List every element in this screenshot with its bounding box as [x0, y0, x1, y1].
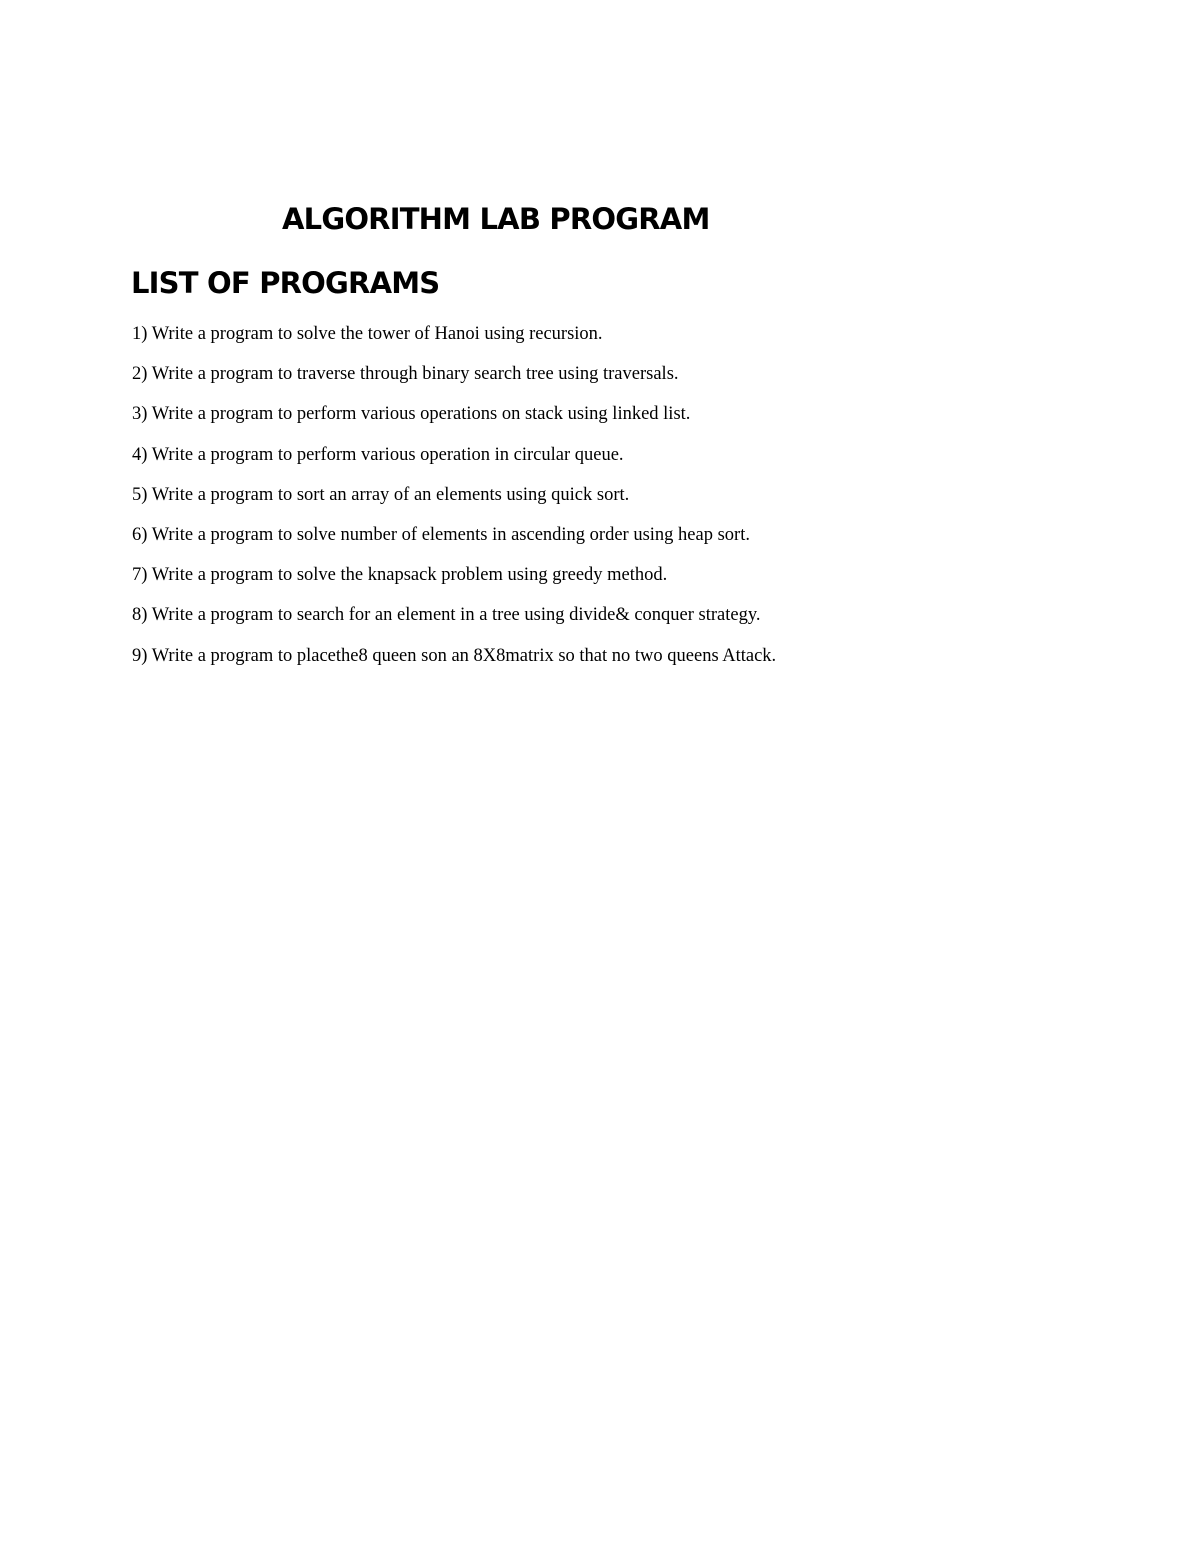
program-item-3: 3) Write a program to perform various operations on stack using linked list.: [132, 404, 691, 425]
section-heading: LIST OF PROGRAMS: [131, 266, 440, 300]
program-item-9: 9) Write a program to placethe8 queen son an 8X8matrix so that no two queens Attack.: [132, 645, 777, 666]
program-item-4: 4) Write a program to perform various operation in circular queue.: [132, 444, 624, 465]
program-item-5: 5) Write a program to sort an array of an elements using quick sort.: [132, 484, 630, 505]
program-item-8: 8) Write a program to search for an element in a tree using divide& conquer strategy.: [132, 605, 761, 626]
program-item-1: 1) Write a program to solve the tower of Hanoi using recursion.: [132, 324, 603, 344]
program-item-7: 7) Write a program to solve the knapsack problem using greedy method.: [132, 565, 668, 586]
program-item-6: 6) Write a program to solve number of elements in ascending order using heap sort.: [132, 524, 750, 545]
program-list: [132, 318, 1132, 680]
program-item-2: 2) Write a program to traverse through binary search tree using traversals.: [132, 364, 679, 385]
document-title: ALGORITHM LAB PROGRAM: [282, 202, 710, 236]
